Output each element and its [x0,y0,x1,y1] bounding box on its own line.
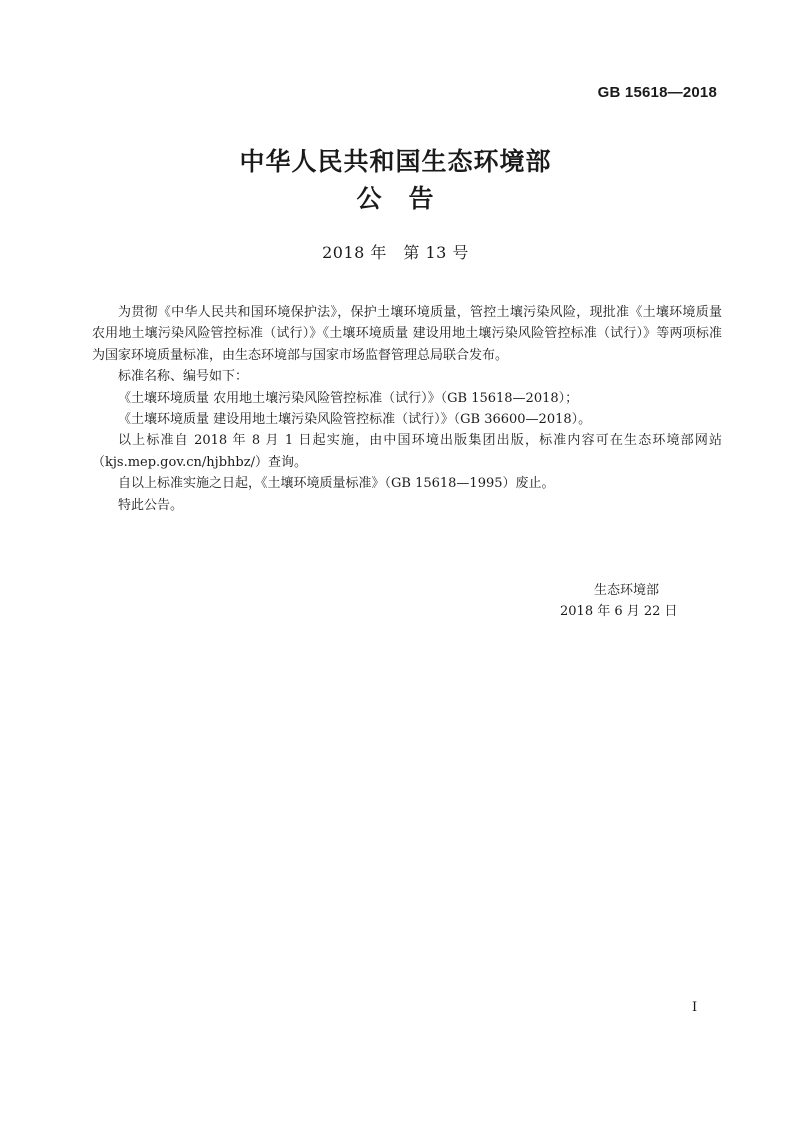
body-paragraph-standard-1: 《土壤环境质量 农用地土壤污染风险管控标准（试行）》（GB 15618—2018）； [118,390,579,406]
page-number: I [692,1000,698,1015]
body-paragraph-standard-2: 《土壤环境质量 建设用地土壤污染风险管控标准（试行）》（GB 36600—2018）。 [118,412,592,428]
signature-date: 2018 年 6 月 22 日 [560,604,678,620]
body-paragraph-intro: 为贯彻《中华人民共和国环境保护法》，保护土壤环境质量，管控土壤污染风险，现批准《土壤环境质量 农用地土壤污染风险管控标准（试行）》《土壤环境质量 建设用地土壤污染风险管控标准（试行）》等两项标准为国家环境质量标准，由生态环境部与国家市场监督管理总局联合发布。 [92,305,722,363]
notice-body [92,302,722,516]
signature-org: 生态环境部 [594,583,660,598]
body-paragraph-repeal: 自以上标准实施之日起，《土壤环境质量标准》（GB 15618—1995）废止。 [118,476,555,492]
notice-issue-number: 2018 年 第 13 号 [322,243,469,262]
body-paragraph-closing: 特此公告。 [118,497,184,513]
signature-block [560,580,700,623]
body-paragraph-list-heading: 标准名称、编号如下： [118,369,249,385]
body-paragraph-effective-date: 以上标准自 2018 年 8 月 1 日起实施，由中国环境出版集团出版，标准内容可在生态环境部网站（kjs.mep.gov.cn/hjbhbz/）查询。 [92,433,722,470]
standard-code: GB 15618—2018 [597,84,717,101]
notice-subtitle: 公 告 [356,184,435,213]
notice-title: 中华人民共和国生态环境部 [239,147,552,176]
